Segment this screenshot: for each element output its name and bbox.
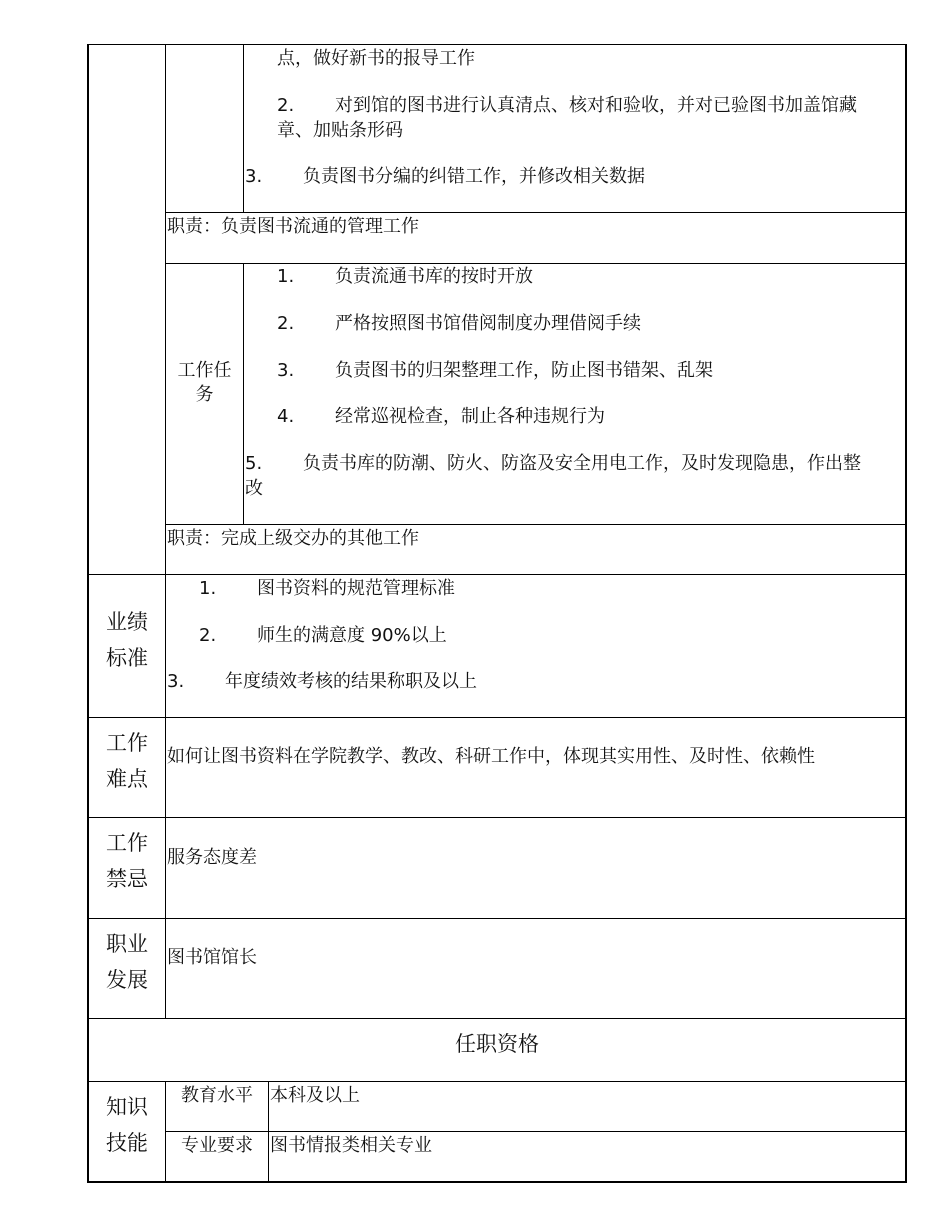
item-number: 3. bbox=[167, 671, 185, 692]
tasks-label-line: 务 bbox=[195, 384, 214, 405]
row-line bbox=[87, 1081, 907, 1082]
row-line bbox=[87, 918, 907, 919]
taboo-label bbox=[89, 825, 165, 897]
performance-item bbox=[199, 624, 447, 648]
task-number: 3. bbox=[245, 166, 263, 187]
row-line bbox=[165, 263, 906, 264]
item-text: 图书资料的规范管理标准 bbox=[257, 578, 455, 599]
career-label bbox=[89, 926, 165, 998]
task-number: 1. bbox=[277, 266, 295, 287]
difficulty-label-line: 难点 bbox=[106, 767, 148, 791]
taboo-label-line: 禁忌 bbox=[106, 867, 148, 891]
row-line bbox=[165, 1131, 906, 1132]
row-line bbox=[165, 212, 906, 213]
item-number: 2. bbox=[199, 625, 217, 646]
task-number: 3. bbox=[277, 360, 295, 381]
task-text: 负责流通书库的按时开放 bbox=[335, 266, 533, 287]
task-line bbox=[245, 165, 645, 189]
career-text: 图书馆馆长 bbox=[167, 947, 257, 968]
tasks-label-line: 工作任 bbox=[177, 360, 232, 381]
task-line bbox=[277, 312, 641, 336]
task-number: 2. bbox=[277, 313, 295, 334]
knowledge-label-line: 知识 bbox=[106, 1095, 148, 1119]
difficulty-label bbox=[89, 725, 165, 797]
duty-text: 职责：完成上级交办的其他工作 bbox=[167, 528, 419, 549]
taboo-text: 服务态度差 bbox=[167, 847, 257, 868]
task-text: 负责图书的归架整理工作，防止图书错架、乱架 bbox=[335, 360, 713, 381]
difficulty-text: 如何让图书资料在学院教学、教改、科研工作中，体现其实用性、及时性、依赖性 bbox=[167, 746, 815, 767]
career-label-line: 职业 bbox=[106, 932, 148, 956]
subcolumn-divider-top bbox=[243, 44, 244, 213]
table-border-top bbox=[87, 44, 907, 45]
career-label-line: 发展 bbox=[106, 968, 148, 992]
knowledge-label bbox=[89, 1089, 165, 1161]
label-column-divider bbox=[165, 44, 166, 1019]
task-number: 5. bbox=[245, 453, 263, 474]
performance-item bbox=[167, 670, 477, 694]
row-line bbox=[87, 717, 907, 718]
row-line bbox=[87, 1018, 907, 1019]
subcolumn-divider-tasks bbox=[243, 263, 244, 524]
performance-label-line: 标准 bbox=[106, 646, 148, 670]
row-line bbox=[165, 524, 906, 525]
task-text: 负责图书分编的纠错工作，并修改相关数据 bbox=[303, 166, 645, 187]
knowledge-row-value: 图书情报类相关专业 bbox=[270, 1135, 432, 1156]
qualification-header: 任职资格 bbox=[455, 1032, 539, 1056]
task-number: 4. bbox=[277, 406, 295, 427]
performance-label-line: 业绩 bbox=[106, 610, 148, 634]
knowledge-label-line: 技能 bbox=[106, 1131, 148, 1155]
taboo-label-line: 工作 bbox=[106, 831, 148, 855]
performance-item bbox=[199, 577, 455, 601]
task-line bbox=[277, 94, 857, 118]
duty-text: 职责：负责图书流通的管理工作 bbox=[167, 216, 419, 237]
difficulty-label-line: 工作 bbox=[106, 731, 148, 755]
task-line bbox=[277, 359, 713, 383]
task-text: 负责书库的防潮、防火、防盗及安全用电工作，及时发现隐患，作出整 bbox=[303, 453, 861, 474]
knowledge-row-label: 教育水平 bbox=[181, 1085, 253, 1106]
task-number: 2. bbox=[277, 95, 295, 116]
row-line bbox=[87, 574, 907, 575]
task-text: 对到馆的图书进行认真清点、核对和验收，并对已验图书加盖馆藏 bbox=[335, 95, 857, 116]
table-border-bottom bbox=[87, 1181, 907, 1183]
tasks-label bbox=[166, 359, 243, 407]
task-line bbox=[245, 452, 861, 476]
performance-label bbox=[89, 604, 165, 676]
knowledge-row-value: 本科及以上 bbox=[270, 1085, 360, 1106]
task-line-continued: 改 bbox=[245, 478, 263, 499]
task-line bbox=[277, 405, 605, 429]
task-line bbox=[277, 265, 533, 289]
item-text: 师生的满意度 90%以上 bbox=[257, 625, 447, 646]
task-line: 点，做好新书的报导工作 bbox=[277, 48, 475, 69]
knowledge-row-label: 专业要求 bbox=[181, 1135, 253, 1156]
task-text: 严格按照图书馆借阅制度办理借阅手续 bbox=[335, 313, 641, 334]
task-line-continued: 章、加贴条形码 bbox=[277, 120, 403, 141]
table-border-right bbox=[905, 44, 907, 1183]
row-line bbox=[87, 817, 907, 818]
task-text: 经常巡视检查，制止各种违规行为 bbox=[335, 406, 605, 427]
item-number: 1. bbox=[199, 578, 217, 599]
item-text: 年度绩效考核的结果称职及以上 bbox=[225, 671, 477, 692]
